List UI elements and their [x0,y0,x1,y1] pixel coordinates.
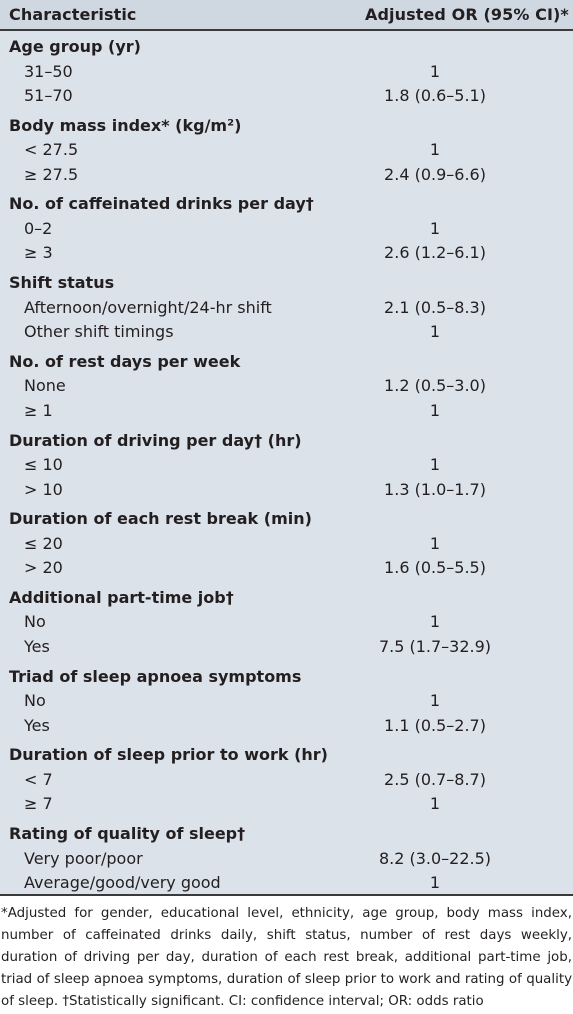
row-odds-ratio: 1 [429,61,441,81]
row-odds-ratio: 2.6 (1.2–6.1) [384,243,486,263]
table-row [0,398,573,423]
row-label: None [24,376,66,396]
table-row [0,634,573,659]
table-row [0,319,573,344]
category-row [0,742,573,767]
row-label: < 27.5 [24,140,79,160]
table-row [0,555,573,580]
row-label: No [24,612,46,632]
table-row [0,688,573,713]
row-label: ≥ 27.5 [24,164,79,184]
category-row [0,349,573,374]
table-row [0,531,573,556]
row-label: 31–50 [24,61,73,81]
category-label: Duration of each rest break (min) [9,509,312,529]
row-odds-ratio: 7.5 (1.7–32.9) [378,636,492,656]
category-label: Rating of quality of sleep† [9,824,246,843]
row-odds-ratio: 1 [429,140,441,160]
row-label: ≥ 1 [24,400,53,420]
row-odds-ratio: 2.1 (0.5–8.3) [384,297,486,317]
row-label: > 10 [24,479,63,499]
table-footnote: *Adjusted for gender, educational level, ethnicity, age group, body mass index, number of caffeinated drinks daily, shift status, number of rest days weekly, duration of driving per day, duration of each rest break, additional part-time job, triad of sleep apnoea symptoms, duration of sleep prior to work and rating of quality of sleep. †Statistically significant. CI: confidence interval; OR: odds ratio [1,906,572,1009]
table-row [0,373,573,398]
row-odds-ratio: 1 [429,455,441,474]
table-row [0,452,573,477]
table-row [0,83,573,108]
table-bottom-rule [0,894,573,896]
table-row [0,767,573,792]
row-label: ≤ 20 [24,533,63,553]
category-label: Age group (yr) [9,37,141,56]
row-label: 0–2 [24,218,53,238]
category-label: No. of caffeinated drinks per day† [9,194,314,214]
table-row [0,216,573,241]
row-label: 51–70 [24,86,73,105]
category-row [0,821,573,846]
row-label: Yes [24,715,50,735]
row-odds-ratio: 2.4 (0.9–6.6) [384,164,486,184]
row-odds-ratio: 8.2 (3.0–22.5) [378,848,492,868]
row-odds-ratio: 1 [429,794,441,814]
row-odds-ratio: 1 [429,691,441,711]
row-odds-ratio: 1.2 (0.5–3.0) [384,376,486,396]
row-label: ≥ 3 [24,243,53,263]
row-label: No [24,691,46,711]
category-label: Additional part-time job† [9,587,234,607]
row-label: Very poor/poor [24,848,143,868]
row-odds-ratio: 1 [429,322,441,342]
row-odds-ratio: 1 [429,612,441,632]
category-row [0,506,573,531]
category-label: Duration of driving per day† (hr) [9,430,302,450]
category-row [0,191,573,216]
category-row [0,34,573,59]
row-odds-ratio: 1 [429,218,441,238]
row-label: Other shift timings [24,322,174,342]
row-label: ≤ 10 [24,455,63,474]
row-odds-ratio: 1.1 (0.5–2.7) [384,715,486,735]
row-odds-ratio: 1.8 (0.6–5.1) [384,86,486,105]
category-row [0,428,573,453]
table-row [0,846,573,871]
table-row [0,791,573,816]
table-row [0,477,573,502]
category-row [0,664,573,689]
row-label: Yes [24,636,50,656]
table-header [0,0,573,31]
category-label: Triad of sleep apnoea symptoms [9,666,302,686]
row-label: > 20 [24,558,63,578]
row-odds-ratio: 1.6 (0.5–5.5) [384,558,486,578]
table-row [0,137,573,162]
table-row [0,240,573,265]
row-odds-ratio: 1 [429,873,441,892]
row-odds-ratio: 1 [429,533,441,553]
table-row [0,609,573,634]
category-row [0,270,573,295]
table-row [0,59,573,84]
category-label: Shift status [9,273,115,293]
category-label: Body mass index* (kg/m²) [9,115,242,135]
row-label: Afternoon/overnight/24-hr shift [24,297,272,317]
category-row [0,585,573,610]
table-row [0,713,573,738]
row-odds-ratio: 2.5 (0.7–8.7) [384,769,486,789]
table-row [0,162,573,187]
row-label: Average/good/very good [24,873,221,892]
row-odds-ratio: 1 [429,400,441,420]
category-row [0,113,573,138]
row-label: < 7 [24,769,53,789]
category-label: Duration of sleep prior to work (hr) [9,745,328,765]
table-row [0,870,573,895]
table-row [0,295,573,320]
row-odds-ratio: 1.3 (1.0–1.7) [384,479,486,499]
header-characteristic: Characteristic [9,5,137,24]
row-label: ≥ 7 [24,794,53,814]
category-label: No. of rest days per week [9,351,241,371]
header-adjusted-or: Adjusted OR (95% CI)* [365,5,569,24]
